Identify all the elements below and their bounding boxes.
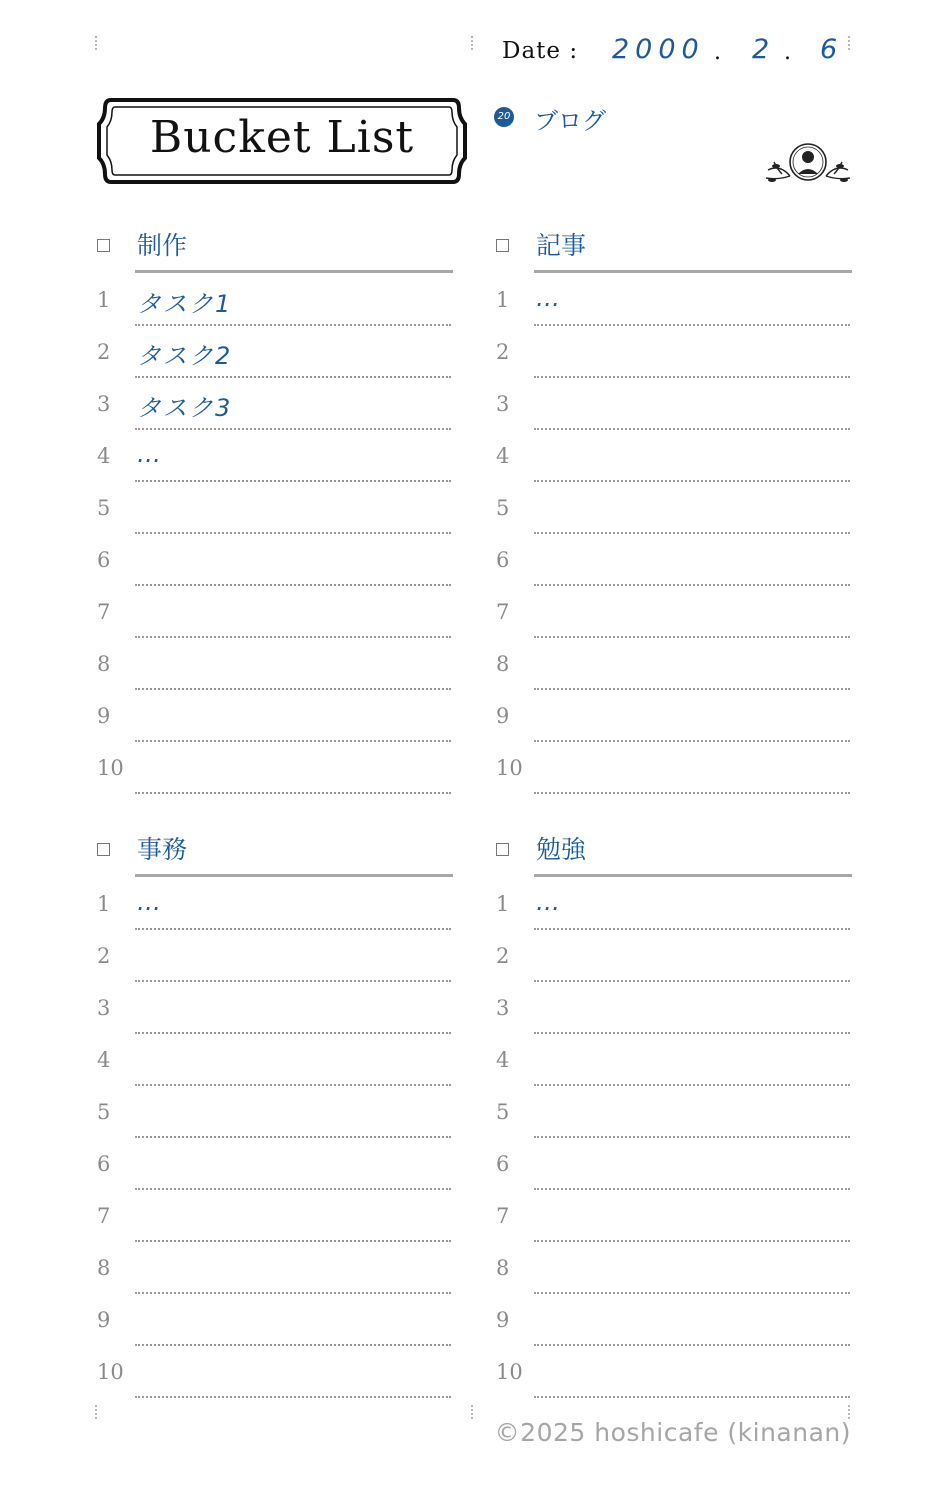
section-rule	[135, 270, 453, 273]
row-text[interactable]: …	[536, 888, 562, 916]
row-number: 7	[496, 1204, 510, 1228]
list-item[interactable]	[496, 378, 856, 430]
list-item[interactable]	[496, 1190, 856, 1242]
list-item[interactable]	[97, 326, 457, 378]
corner-mark-bottom-right	[848, 1405, 850, 1419]
section-header	[97, 224, 457, 274]
row-number: 5	[97, 1100, 111, 1124]
date-day[interactable]: 6	[820, 34, 844, 65]
row-number: 3	[97, 392, 111, 416]
list-item[interactable]	[97, 378, 457, 430]
row-number: 9	[496, 704, 510, 728]
section-production	[97, 224, 457, 794]
section-rows	[496, 878, 856, 1398]
list-item[interactable]	[496, 690, 856, 742]
row-number: 9	[97, 1308, 111, 1332]
list-item[interactable]	[97, 1294, 457, 1346]
section-checkbox[interactable]	[496, 239, 509, 252]
list-item[interactable]	[496, 326, 856, 378]
row-number: 4	[496, 444, 510, 468]
row-text[interactable]: タスク2	[137, 342, 233, 370]
list-item[interactable]	[97, 638, 457, 690]
row-number: 7	[97, 1204, 111, 1228]
list-item[interactable]	[496, 274, 856, 326]
list-item[interactable]	[496, 534, 856, 586]
section-title[interactable]: 制作	[137, 231, 188, 260]
list-item[interactable]	[97, 982, 457, 1034]
section-rows	[496, 274, 856, 794]
row-number: 4	[496, 1048, 510, 1072]
row-text[interactable]: …	[536, 284, 562, 312]
list-item[interactable]	[97, 690, 457, 742]
row-number: 9	[97, 704, 111, 728]
list-item[interactable]	[496, 1034, 856, 1086]
list-item[interactable]	[97, 430, 457, 482]
list-item[interactable]	[97, 742, 457, 794]
row-dotted-rule	[534, 1396, 850, 1398]
section-header	[496, 224, 856, 274]
section-rule	[135, 874, 453, 877]
corner-mark-top-left	[95, 36, 97, 50]
row-number: 2	[97, 340, 111, 364]
row-text[interactable]: …	[137, 888, 163, 916]
row-number: 10	[496, 1360, 523, 1384]
list-item[interactable]	[496, 1294, 856, 1346]
row-number: 10	[97, 756, 124, 780]
row-number: 1	[97, 288, 111, 312]
row-number: 5	[496, 496, 510, 520]
row-number: 6	[496, 548, 510, 572]
list-item[interactable]	[496, 430, 856, 482]
list-item[interactable]	[97, 1086, 457, 1138]
corner-mark-bottom-center	[471, 1405, 473, 1419]
list-item[interactable]	[97, 586, 457, 638]
row-number: 9	[496, 1308, 510, 1332]
row-number: 6	[97, 548, 111, 572]
row-number: 3	[496, 392, 510, 416]
list-item[interactable]	[97, 274, 457, 326]
row-number: 6	[97, 1152, 111, 1176]
section-articles	[496, 224, 856, 794]
section-checkbox[interactable]	[97, 239, 110, 252]
copyright-footer: ©2025 hoshicafe (kinanan)	[494, 1418, 851, 1447]
row-number: 4	[97, 444, 111, 468]
list-item[interactable]	[97, 1346, 457, 1398]
section-title[interactable]: 勉強	[536, 835, 587, 864]
corner-mark-top-center	[471, 36, 473, 50]
list-item[interactable]	[496, 586, 856, 638]
list-item[interactable]	[97, 878, 457, 930]
list-item[interactable]	[97, 482, 457, 534]
row-number: 3	[97, 996, 111, 1020]
list-item[interactable]	[496, 742, 856, 794]
date-separator-icon: .	[714, 40, 721, 65]
section-header	[496, 828, 856, 878]
row-dotted-rule	[534, 792, 850, 794]
section-study	[496, 828, 856, 1398]
row-number: 10	[97, 1360, 124, 1384]
corner-mark-top-right	[848, 36, 850, 50]
row-number: 2	[496, 340, 510, 364]
row-number: 2	[496, 944, 510, 968]
row-number: 7	[97, 600, 111, 624]
number-badge-icon: 20	[494, 107, 514, 127]
section-office-work	[97, 828, 457, 1398]
row-number: 5	[97, 496, 111, 520]
list-item[interactable]	[496, 982, 856, 1034]
row-number: 1	[496, 288, 510, 312]
list-item[interactable]	[97, 1034, 457, 1086]
row-number: 7	[496, 600, 510, 624]
row-number: 3	[496, 996, 510, 1020]
row-number: 8	[496, 652, 510, 676]
list-item[interactable]	[97, 930, 457, 982]
list-item[interactable]	[496, 1138, 856, 1190]
row-number: 8	[97, 1256, 111, 1280]
row-text[interactable]: タスク3	[137, 394, 233, 422]
row-number: 2	[97, 944, 111, 968]
section-rows	[97, 274, 457, 794]
corner-mark-bottom-left	[95, 1405, 97, 1419]
section-checkbox[interactable]	[97, 843, 110, 856]
list-item[interactable]	[97, 1138, 457, 1190]
list-item[interactable]	[496, 1346, 856, 1398]
row-number: 4	[97, 1048, 111, 1072]
page-title: Bucket List	[149, 112, 415, 163]
category-label[interactable]: ブログ	[534, 107, 606, 135]
row-number: 5	[496, 1100, 510, 1124]
row-dotted-rule	[135, 792, 451, 794]
section-title[interactable]: 記事	[536, 231, 587, 260]
decorative-emblem-icon	[764, 140, 852, 192]
date-month[interactable]: 2	[752, 34, 776, 65]
section-title[interactable]: 事務	[137, 835, 188, 864]
row-text[interactable]: タスク1	[137, 290, 233, 318]
list-item[interactable]	[496, 1086, 856, 1138]
section-rule	[534, 874, 852, 877]
row-number: 1	[97, 892, 111, 916]
section-checkbox[interactable]	[496, 843, 509, 856]
list-item[interactable]	[496, 638, 856, 690]
list-item[interactable]	[496, 878, 856, 930]
row-number: 6	[496, 1152, 510, 1176]
list-item[interactable]	[97, 1242, 457, 1294]
section-rule	[534, 270, 852, 273]
row-dotted-rule	[135, 1396, 451, 1398]
list-item[interactable]	[97, 1190, 457, 1242]
section-header	[97, 828, 457, 878]
date-label: Date :	[502, 38, 579, 64]
row-number: 8	[97, 652, 111, 676]
date-separator-icon: .	[784, 40, 791, 65]
list-item[interactable]	[97, 534, 457, 586]
list-item[interactable]	[496, 930, 856, 982]
date-year[interactable]: 2000	[612, 34, 705, 65]
row-number: 8	[496, 1256, 510, 1280]
row-number: 1	[496, 892, 510, 916]
list-item[interactable]	[496, 1242, 856, 1294]
row-text[interactable]: …	[137, 440, 163, 468]
row-number: 10	[496, 756, 523, 780]
list-item[interactable]	[496, 482, 856, 534]
section-rows	[97, 878, 457, 1398]
